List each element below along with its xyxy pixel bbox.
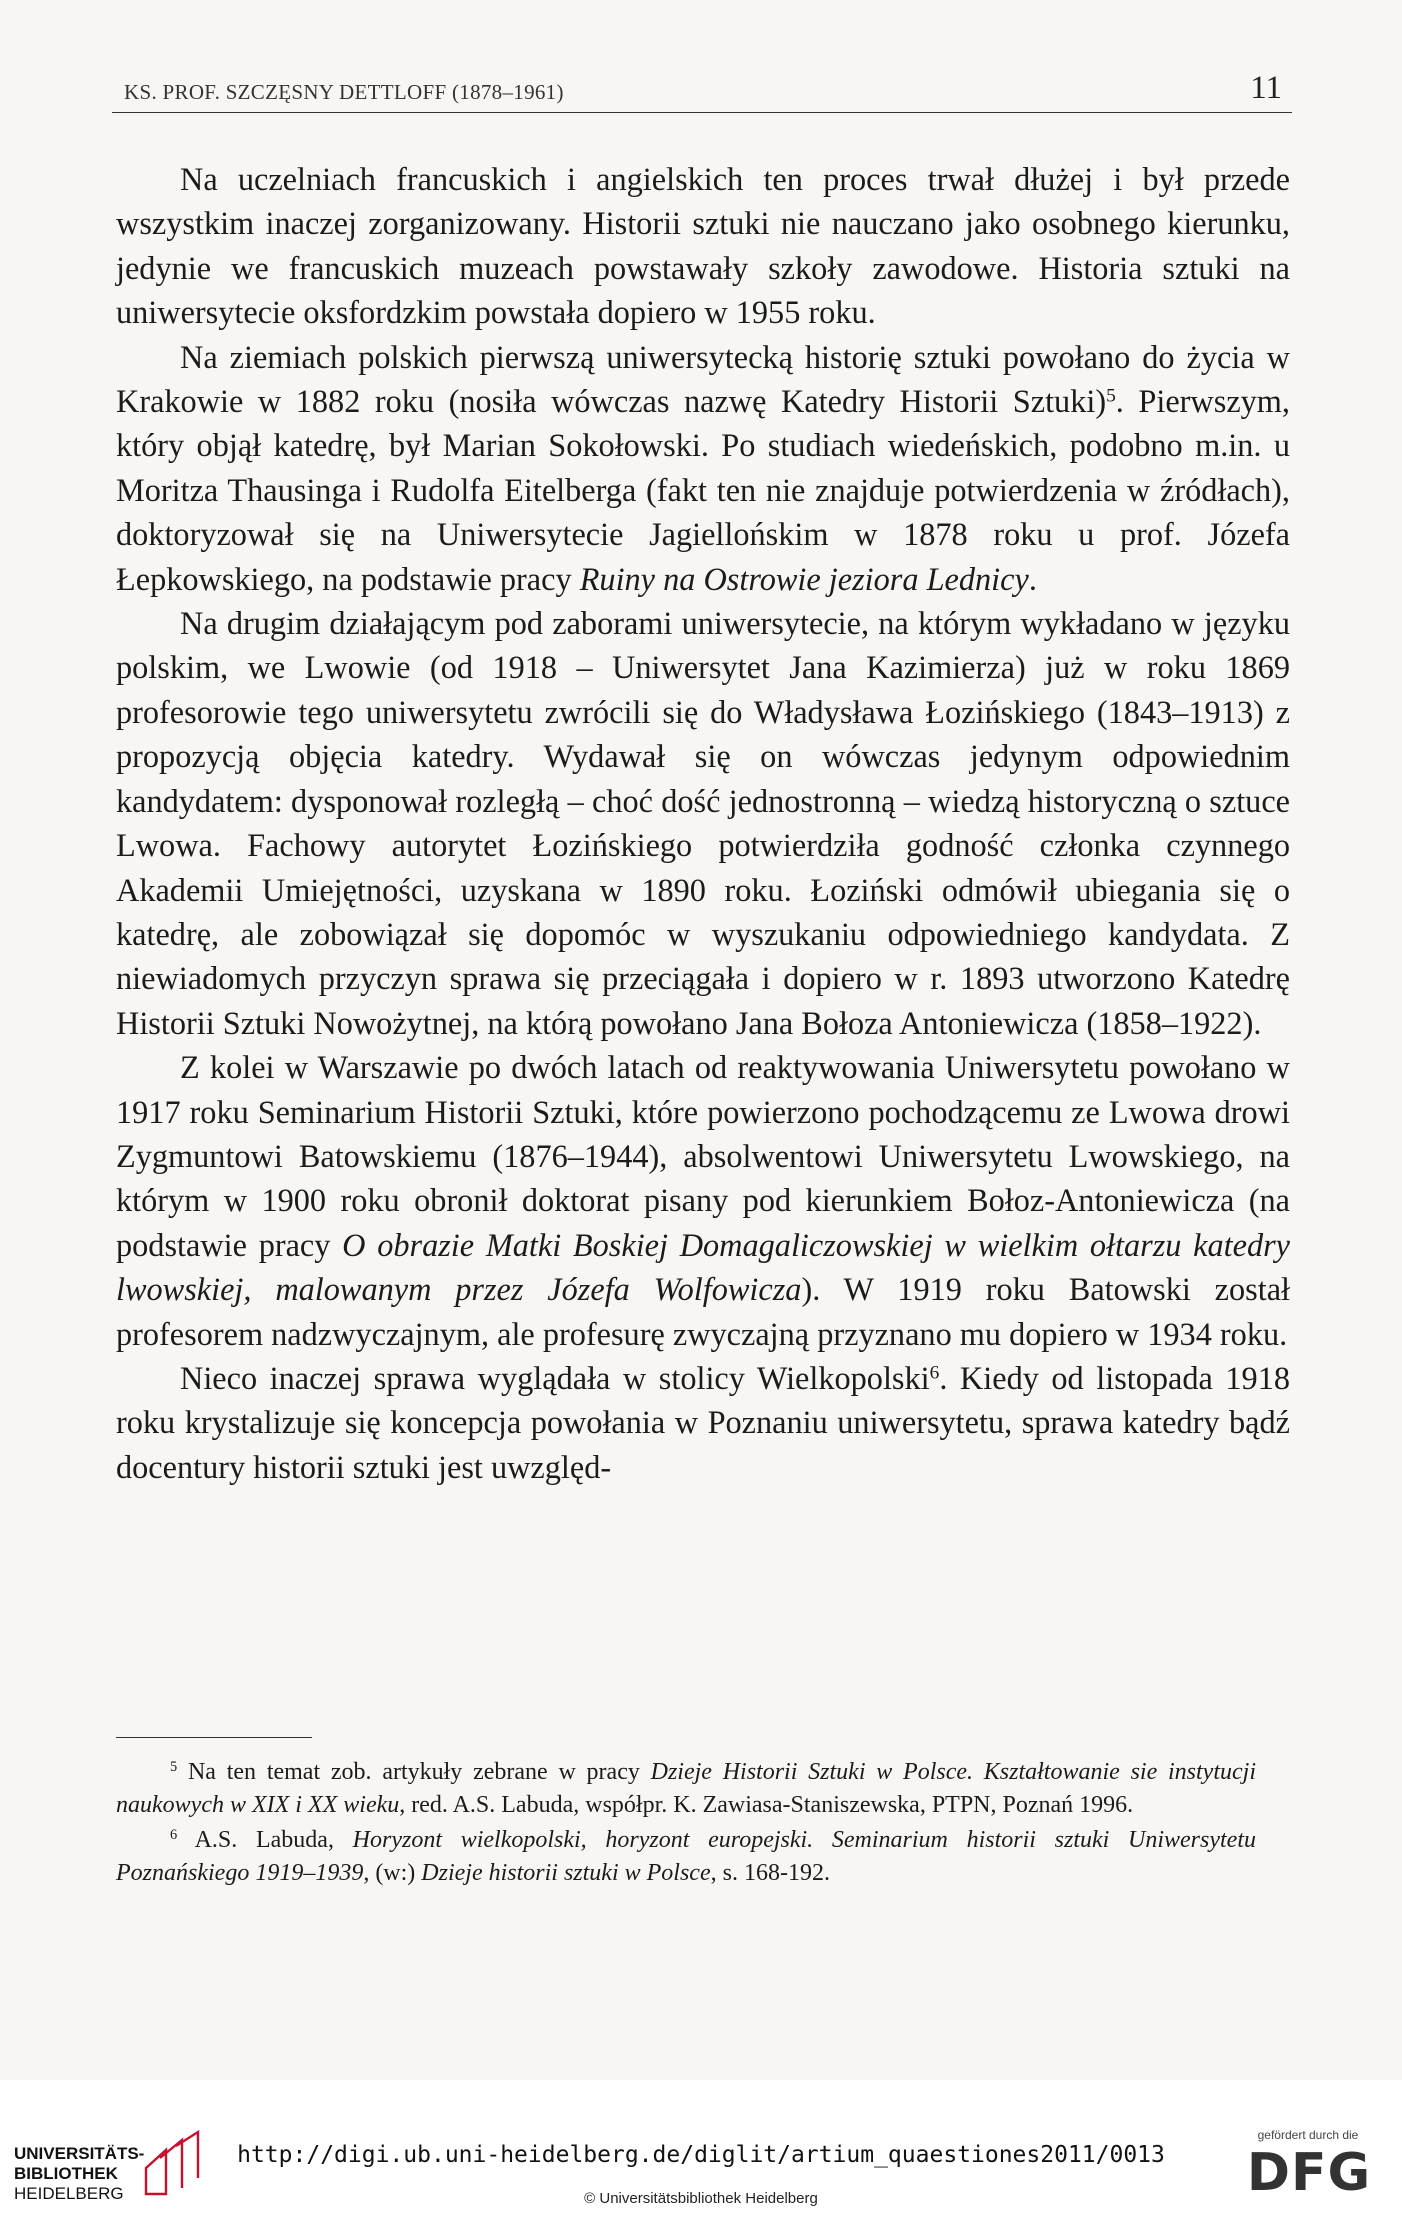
footnote-6 (116, 1824, 1256, 1890)
footnote-5-text-a: Na ten temat zob. artykuły zebrane w pracy (177, 1759, 651, 1785)
footnote-6-text-b: , (w:) (363, 1860, 422, 1886)
copyright-notice: © Universitätsbibliothek Heidelberg (584, 2190, 818, 2207)
footnote-ref-6: 6 (929, 1362, 940, 1384)
library-name-line-1: UNIVERSITÄTS- (14, 2144, 145, 2163)
paragraph-3-text: Na drugim działającym pod zaborami uniwersytecie, na którym wykładano w języku polskim, we Lwowie (od 1918 – Uniwersytet Jana Kazimierza) już w roku 1869 profesorowie tego uniwersytetu zwrócili się do Władysława Łozińskiego (1843–1913) z propozycją objęcia katedry. Wydawał się on wówczas jedynym odpowiednim kandydatem: dysponował rozległą – choć dość jednostronną – wiedzą historyczną o sztuce Lwowa. Fachowy autorytet Łozińskiego potwierdziła godność członka czynnego Akademii Umiejętności, uzyskana w 1890 roku. Łoziński odmówił ubiegania się o katedrę, ale zobowiązał się dopomóc w wyszukaniu odpowiedniego kandydata. Z niewiadomych przyczyn sprawa się przeciągała i dopiero w r. 1893 utworzono Katedrę Historii Sztuki Nowożytnej, na którą powołano Jana Bołoza Antoniewicza (1858–1922). (116, 605, 1290, 1041)
footnote-divider (116, 1737, 312, 1738)
paragraph-1 (116, 157, 1290, 335)
paragraph-5-text-a: Nieco inaczej sprawa wyglądała w stolicy Wielkopolski (180, 1359, 930, 1396)
body-text (116, 157, 1290, 1489)
footnote-5-title: Dzieje Historii Sztuki w Polsce. Kształtowanie sie instytucji naukowych w XIX i XX wieku (116, 1759, 1256, 1818)
footnotes (116, 1756, 1256, 1892)
paragraph-1-text: Na uczelniach francuskich i angielskich ten proces trwał dłużej i był przede wszystkim inaczej zorganizowany. Historii sztuki nie nauczano jako osobnego kierunku, jedynie we francuskich muzeach powstawały szkoły zawodowe. Historia sztuki na uniwersytecie oksfordzkim powstała dopiero w 1955 roku. (116, 161, 1290, 331)
footnote-6-title: Horyzont wielkopolski, horyzont europejski. Seminarium historii sztuki Uniwersytetu Poznańskiego 1919–1939 (116, 1827, 1256, 1886)
running-head-title: KS. PROF. SZCZĘSNY DETTLOFF (1878–1961) (124, 80, 564, 104)
paragraph-4-text-a: Z kolei w Warszawie po dwóch latach od reaktywowania Uniwersytetu powołano w 1917 roku Seminarium Historii Sztuki, które powierzono pochodzącemu ze Lwowa drowi Zygmuntowi Batowskiemu (1876–1944), absolwentowi Uniwersytetu Lwowskiego, na którym w 1900 roku obronił doktorat pisany pod kierunkiem Bołoz-Antoniewicza (na podstawie pracy (116, 1049, 1290, 1263)
footnote-6-number: 6 (170, 1827, 178, 1844)
paragraph-2-text-c: . (1028, 560, 1037, 597)
footnote-ref-5: 5 (1106, 385, 1116, 407)
paragraph-2 (116, 335, 1290, 601)
permalink-url[interactable]: http://digi.ub.uni-heidelberg.de/diglit/artium_quaestiones2011/0013 (237, 2142, 1165, 2168)
footnote-6-text-c: , s. 168-192. (710, 1860, 830, 1886)
dfg-caption: gefördert durch die (1257, 2128, 1359, 2142)
paragraph-5 (116, 1356, 1290, 1489)
work-title-obraz: O obrazie Matki Boskiej Domagaliczowskiej w wielkim ołtarzu katedry lwowskiej, malowanym przez Józefa Wolfowicza (116, 1226, 1290, 1308)
running-header (112, 72, 1292, 113)
paragraph-4 (116, 1045, 1290, 1356)
paragraph-3 (116, 601, 1290, 1045)
paragraph-2-text-b: . Pierwszym, który objął katedrę, był Marian Sokołowski. Po studiach wiedeńskich, podobno m.in. u Moritza Thausinga i Rudolfa Eitelberga (fakt ten nie znajduje potwierdzenia w źródłach), doktoryzował się na Uniwersytecie Jagiellońskim w 1878 roku u prof. Józefa Łepkowskiego, na podstawie pracy (116, 383, 1290, 597)
library-name-line-2: BIBLIOTHEK (14, 2164, 118, 2183)
footnote-6-title-2: Dzieje historii sztuki w Polsce (421, 1860, 711, 1886)
footnote-5-number: 5 (170, 1759, 178, 1776)
footnote-5-text-b: , red. A.S. Labuda, współpr. K. Zawiasa-Staniszewska, PTPN, Poznań 1996. (399, 1792, 1134, 1818)
work-title-ruiny: Ruiny na Ostrowie jeziora Lednicy (579, 560, 1029, 597)
footnote-5 (116, 1756, 1256, 1822)
paragraph-4-text-b: ). W 1919 roku Batowski został profesorem nadzwyczajnym, ale profesurę zwyczajną przyznano mu dopiero w 1934 roku. (116, 1271, 1290, 1352)
paragraph-5-text-b: . Kiedy od listopada 1918 roku krystalizuje się koncepcja powołania w Poznaniu uniwersytetu, sprawa katedry bądź docentury historii sztuki jest uwzględ- (116, 1359, 1290, 1485)
footnote-6-text-a: A.S. Labuda, (177, 1827, 353, 1853)
library-name-line-3: HEIDELBERG (14, 2184, 124, 2203)
dfg-logo: DFG (1246, 2143, 1372, 2203)
page-number: 11 (1250, 70, 1282, 106)
paragraph-2-text-a: Na ziemiach polskich pierwszą uniwersytecką historię sztuki powołano do życia w Krakowie w 1882 roku (nosiła wówczas nazwę Katedry Historii Sztuki) (116, 338, 1290, 420)
